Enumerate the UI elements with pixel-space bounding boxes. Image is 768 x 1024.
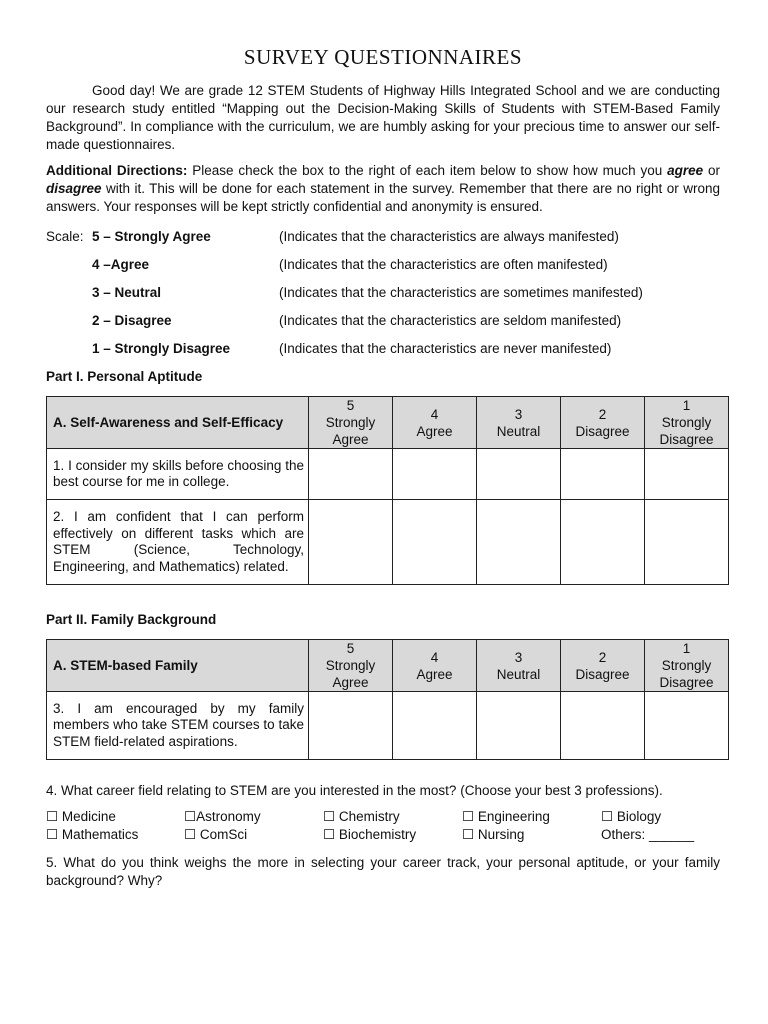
rating-header-5: [309, 397, 393, 449]
response-cell-2[interactable]: [561, 500, 645, 585]
rating-text: Neutral: [496, 423, 541, 439]
response-cell-4[interactable]: [393, 500, 477, 585]
scale-row: [46, 278, 720, 306]
option-chemistry[interactable]: ☐ Chemistry: [323, 809, 400, 824]
rating-text: Agree: [416, 423, 453, 439]
table-header-row: [47, 640, 729, 692]
response-cell-5[interactable]: [309, 692, 393, 760]
rating-number: 5: [346, 641, 355, 656]
directions-label: Additional Directions:: [46, 163, 188, 178]
table-header-row: [47, 397, 729, 449]
rating-text: Strongly Disagree: [659, 658, 714, 690]
scale-desc: (Indicates that the characteristics are sometimes manifested): [279, 284, 643, 300]
option-nursing[interactable]: ☐ Nursing: [462, 827, 525, 842]
scale-legend: [46, 222, 720, 362]
rating-text: Disagree: [575, 423, 630, 439]
scale-desc: (Indicates that the characteristics are always manifested): [279, 228, 619, 244]
category-header: A. STEM-based Family: [47, 640, 309, 692]
agree-word: agree: [667, 163, 704, 178]
option-comsci[interactable]: ☐ ComSci: [184, 827, 248, 842]
rating-header-4: [393, 397, 477, 449]
option-medicine[interactable]: ☐ Medicine: [46, 809, 116, 824]
response-cell-4[interactable]: [393, 692, 477, 760]
rating-header-4: [393, 640, 477, 692]
rating-number: 1: [682, 641, 691, 656]
response-cell-4[interactable]: [393, 449, 477, 500]
scale-row: [46, 306, 720, 334]
career-options: [46, 808, 720, 844]
question-4: 4. What career field relating to STEM are you interested in the most? (Choose your best 3 professions).: [46, 783, 663, 798]
rating-text: Disagree: [575, 666, 630, 682]
category-header: A. Self-Awareness and Self-Efficacy: [47, 397, 309, 449]
rating-text: Neutral: [496, 666, 541, 682]
directions-text-2: with it. This will be done for each statement in the survey. Remember that there are no right or wrong answers. Your responses will be kept strictly confidential and anonymity is ensured.: [46, 181, 720, 214]
scale-row: [46, 334, 720, 362]
option-engineering[interactable]: ☐ Engineering: [462, 809, 550, 824]
rating-number: 4: [430, 406, 439, 422]
rating-header-3: [477, 397, 561, 449]
page-title: SURVEY QUESTIONNAIRES: [243, 45, 523, 69]
scale-key: 5 – Strongly Agree: [92, 228, 211, 244]
rating-header-2: [561, 397, 645, 449]
option-others[interactable]: Others: ______: [601, 827, 695, 842]
rating-number: 5: [346, 398, 355, 413]
rating-header-1: [645, 640, 729, 692]
table-row: [47, 692, 729, 760]
scale-key: 4 –Agree: [92, 256, 150, 272]
survey-page: [46, 40, 720, 890]
part2-table: [46, 639, 729, 760]
part1-heading: Part I. Personal Aptitude: [46, 369, 203, 384]
rating-header-2: [561, 640, 645, 692]
statement-cell: 1. I consider my skills before choosing the best course for me in college.: [47, 449, 309, 500]
response-cell-3[interactable]: [477, 500, 561, 585]
question-5: 5. What do you think weighs the more in selecting your career track, your personal aptitude, or your family background? Why?: [46, 855, 720, 888]
rating-number: 3: [514, 406, 523, 422]
scale-desc: (Indicates that the characteristics are often manifested): [279, 256, 608, 272]
rating-header-3: [477, 640, 561, 692]
option-astronomy[interactable]: ☐Astronomy: [184, 809, 261, 824]
option-mathematics[interactable]: ☐ Mathematics: [46, 827, 139, 842]
option-biology[interactable]: ☐ Biology: [601, 809, 662, 824]
statement-cell: 3. I am encouraged by my family members who take STEM courses to take STEM field-related aspirations.: [47, 692, 309, 760]
intro-paragraph: Good day! We are grade 12 STEM Students of Highway Hills Integrated School and we are conducting our research study entitled “Mapping out the Decision-Making Skills of Students with STEM-Based Family Background”. In compliance with the curriculum, we are humbly asking for your precious time to answer our self-made questionnaires.: [46, 83, 720, 152]
rating-number: 4: [430, 649, 439, 665]
statement-cell: 2. I am confident that I can perform effectively on different tasks which are STEM (Science, Technology, Engineering, and Mathematics) related.: [47, 500, 309, 585]
part1-table: [46, 396, 729, 585]
scale-label: Scale:: [46, 228, 84, 244]
scale-desc: (Indicates that the characteristics are seldom manifested): [279, 312, 622, 328]
response-cell-2[interactable]: [561, 692, 645, 760]
rating-header-1: [645, 397, 729, 449]
or-word: or: [703, 163, 720, 178]
response-cell-5[interactable]: [309, 500, 393, 585]
disagree-word: disagree: [46, 181, 102, 196]
rating-number: 1: [682, 398, 691, 413]
scale-key: 1 – Strongly Disagree: [92, 340, 231, 356]
table-row: [47, 500, 729, 585]
response-cell-3[interactable]: [477, 692, 561, 760]
rating-text: Strongly Agree: [325, 658, 376, 690]
scale-desc: (Indicates that the characteristics are never manifested): [279, 340, 612, 356]
rating-number: 2: [598, 649, 607, 665]
response-cell-1[interactable]: [645, 500, 729, 585]
scale-row: [46, 250, 720, 278]
table-row: [47, 449, 729, 500]
option-biochemistry[interactable]: ☐ Biochemistry: [323, 827, 417, 842]
part2-heading: Part II. Family Background: [46, 612, 217, 627]
scale-key: 3 – Neutral: [92, 284, 162, 300]
scale-row: [46, 222, 720, 250]
response-cell-5[interactable]: [309, 449, 393, 500]
response-cell-2[interactable]: [561, 449, 645, 500]
response-cell-3[interactable]: [477, 449, 561, 500]
response-cell-1[interactable]: [645, 449, 729, 500]
rating-number: 2: [598, 406, 607, 422]
rating-text: Strongly Disagree: [659, 415, 714, 447]
rating-number: 3: [514, 649, 523, 665]
directions-text-1: Please check the box to the right of each item below to show how much you: [187, 163, 668, 178]
directions-paragraph: [46, 162, 720, 216]
scale-key: 2 – Disagree: [92, 312, 172, 328]
rating-text: Strongly Agree: [325, 415, 376, 447]
response-cell-1[interactable]: [645, 692, 729, 760]
rating-text: Agree: [416, 666, 453, 682]
rating-header-5: [309, 640, 393, 692]
